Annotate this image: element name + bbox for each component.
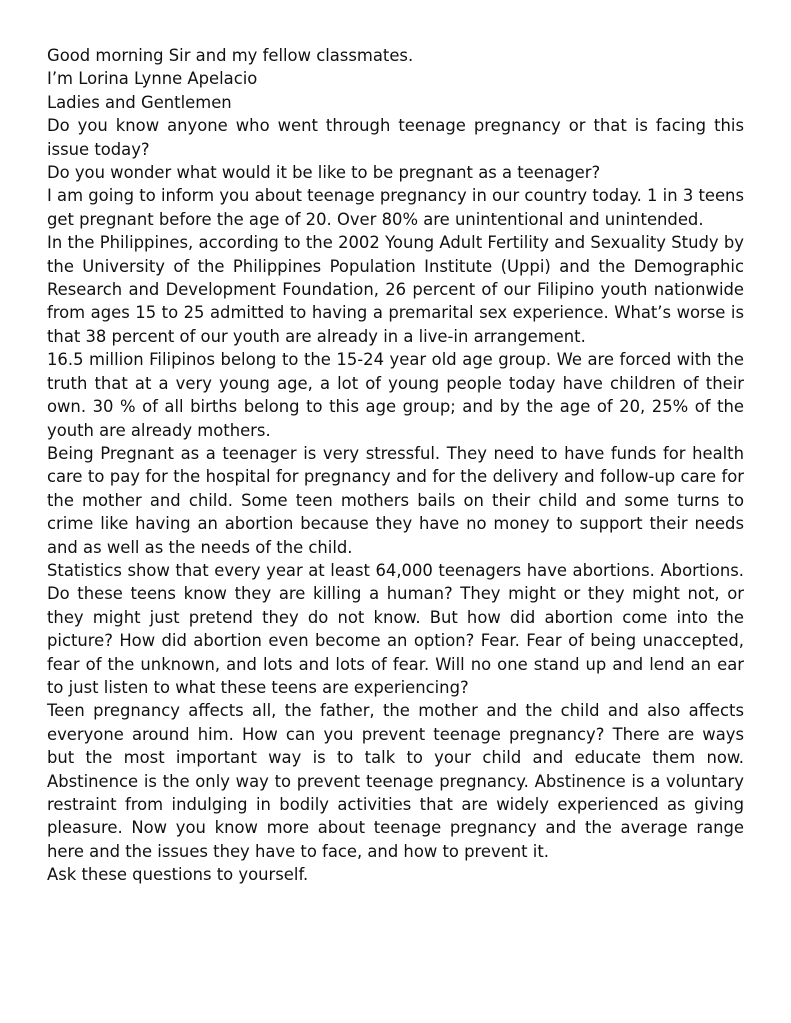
paragraph-prevention: Teen pregnancy affects all, the father, the mother and the child and also affects everyone around him. How can you prevent teenage pregnancy? There are ways but the most important way is to talk to your child and educate them now. Abstinence is the only way to prevent teenage pregnancy. Abstinence is a voluntary restraint from indulging in bodily activities that are widely experienced as giving pleasure. Now you know more about teenage pregnancy and the average range here and the issues they have to face, and how to prevent it. (47, 701, 744, 861)
greeting-line: Good morning Sir and my fellow classmates. (47, 46, 414, 65)
closing-line: Ask these questions to yourself. (47, 865, 309, 885)
paragraph-age-group: 16.5 million Filipinos belong to the 15-24 year old age group. We are forced with the truth that at a very young age, a lot of young people today have children of their own. 30 % of all births belong to this age group; and by the age of 20, 25% of the youth are already mothers. (47, 350, 744, 440)
paragraph-question-1: Do you know anyone who went through teenage pregnancy or that is facing this issue today? (47, 116, 744, 159)
paragraph-question-2: Do you wonder what would it be like to be pregnant as a teenager? (47, 163, 601, 183)
paragraph-intro: I am going to inform you about teenage pregnancy in our country today. 1 in 3 teens get pregnant before the age of 20. Over 80% are unintentional and unintended. (47, 186, 744, 229)
document-body (47, 44, 744, 887)
paragraph-stress: Being Pregnant as a teenager is very stressful. They need to have funds for health care to pay for the hospital for pregnancy and for the delivery and follow-up care for the mother and child. Some teen mothers bails on their child and some turns to crime like having an abortion because they have no money to support their needs and as well as the needs of the child. (47, 443, 744, 557)
speaker-name-line: I’m Lorina Lynne Apelacio (47, 69, 258, 89)
paragraph-philippines-study: In the Philippines, according to the 2002 Young Adult Fertility and Sexuality Study by the University of the Philippines Population Institute (Uppi) and the Demographic Research and Development Foundation, 26 percent of our Filipino youth nationwide from ages 15 to 25 admitted to having a premarital sex experience. What’s worse is that 38 percent of our youth are already in a live-in arrangement. (47, 233, 744, 346)
salutation-line: Ladies and Gentlemen (47, 92, 232, 112)
paragraph-abortion-statistics: Statistics show that every year at least 64,000 teenagers have abortions. Abortions. Do these teens know they are killing a human? They might or they might not, or they might just pretend they do not know. But how did abortion come into the picture? How did abortion even become an option? Fear. Fear of being unaccepted, fear of the unknown, and lots and lots of fear. Will no one stand up and lend an ear to just listen to what these teens are experiencing? (47, 560, 744, 697)
